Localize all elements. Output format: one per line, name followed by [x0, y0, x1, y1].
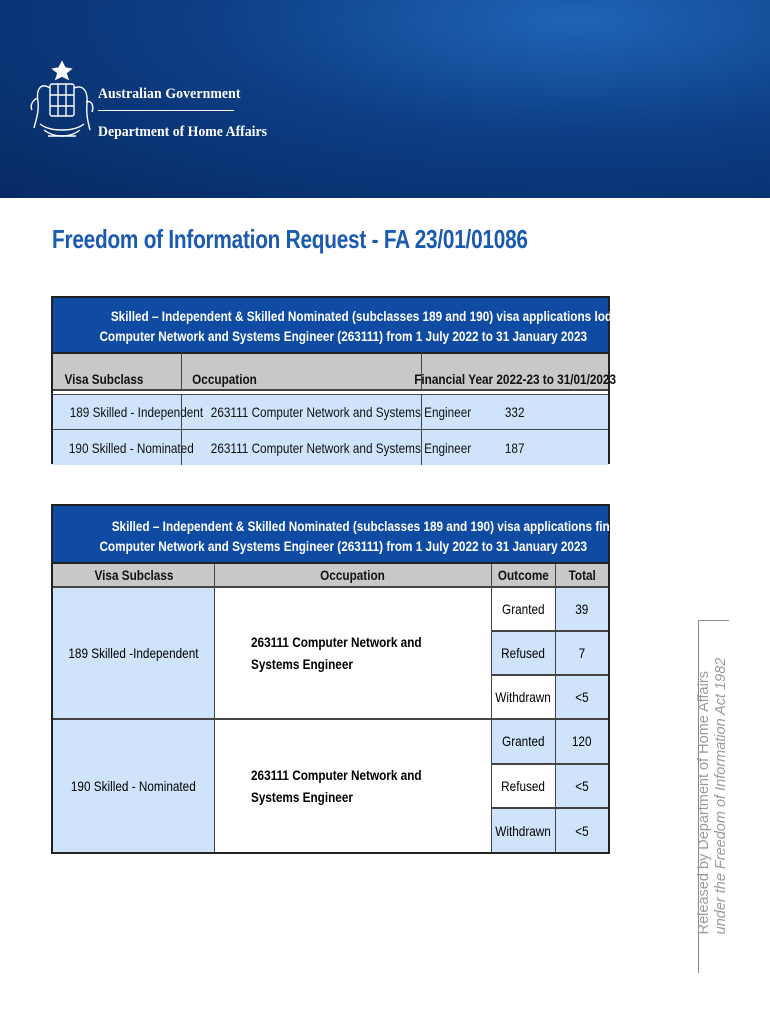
group-subclass: 190 Skilled - Nominated	[53, 720, 215, 852]
table-row-group	[53, 588, 608, 720]
release-stamp	[696, 658, 730, 935]
row-occupation: 263111 Computer Network and Systems Engineer	[182, 430, 422, 465]
outcome-row	[492, 676, 608, 718]
government-name: Australian Government	[98, 86, 241, 102]
outcome-row	[492, 720, 608, 765]
outcome-total: <5	[556, 676, 608, 718]
finalised-heading-line1: Skilled – Independent & Skilled Nominated (subclasses 189 and 190) visa applications finalised for occupation	[111, 518, 728, 534]
row-occupation: 263111 Computer Network and Systems Engineer	[182, 395, 422, 429]
outcome-row	[492, 765, 608, 810]
col-occupation: Occupation	[215, 564, 492, 586]
group-outcomes	[492, 720, 608, 852]
outcome-total: 120	[556, 720, 608, 763]
group-occupation: 263111 Computer Network and Systems Engineer	[215, 720, 492, 852]
outcome-total: 7	[556, 632, 608, 674]
outcome-label: Withdrawn	[492, 809, 556, 852]
lodged-heading-line2: Computer Network and Systems Engineer (263111) from 1 July 2022 to 31 January 2023	[99, 328, 588, 344]
outcome-label: Refused	[492, 765, 556, 808]
table-row-group	[53, 720, 608, 852]
outcome-row	[492, 588, 608, 632]
outcome-total: <5	[556, 809, 608, 852]
table-row	[53, 430, 608, 465]
outcome-label: Granted	[492, 720, 556, 763]
outcome-row	[492, 809, 608, 852]
col-total: Total	[568, 567, 596, 583]
col-outcome: Outcome	[492, 564, 556, 586]
col-occupation: Occupation	[182, 354, 422, 389]
outcome-label: Withdrawn	[492, 676, 556, 718]
lodged-table	[51, 296, 718, 464]
logo-divider	[98, 110, 234, 111]
release-stamp-line1: Released by Department of Home Affairs	[696, 671, 712, 935]
outcome-label: Granted	[492, 588, 556, 630]
finalised-table-heading	[53, 506, 728, 564]
row-subclass: 190 Skilled - Nominated	[53, 430, 182, 465]
col-financial-year: Financial Year 2022-23 to 31/01/2023	[414, 371, 616, 387]
finalised-heading-line2: Computer Network and Systems Engineer (263111) from 1 July 2022 to 31 January 2023	[99, 538, 588, 554]
coat-of-arms-icon	[30, 58, 94, 146]
outcome-total: <5	[556, 765, 608, 808]
department-name: Department of Home Affairs	[98, 124, 268, 140]
group-subclass: 189 Skilled -Independent	[53, 588, 215, 718]
group-outcomes	[492, 588, 608, 718]
header-banner	[0, 0, 770, 198]
release-stamp-line2: under the Freedom of Information Act 1982	[713, 657, 729, 935]
table-row	[53, 395, 608, 430]
outcome-row	[492, 632, 608, 676]
lodged-column-headers	[53, 354, 616, 391]
lodged-table-heading	[53, 298, 718, 354]
row-count: 332	[505, 404, 525, 420]
row-subclass: 189 Skilled - Independent	[53, 395, 182, 429]
outcome-total: 39	[556, 588, 608, 630]
finalised-column-headers	[53, 564, 608, 588]
outcome-label: Refused	[492, 632, 556, 674]
col-visa-subclass: Visa Subclass	[53, 354, 182, 389]
page-title: Freedom of Information Request - FA 23/01/01086	[52, 224, 528, 254]
row-count: 187	[505, 439, 525, 456]
lodged-heading-line1: Skilled – Independent & Skilled Nominated (subclasses 189 and 190) visa applications lodged for occupation	[110, 308, 718, 324]
group-occupation: 263111 Computer Network and Systems Engineer	[215, 588, 492, 718]
col-visa-subclass: Visa Subclass	[53, 564, 215, 586]
